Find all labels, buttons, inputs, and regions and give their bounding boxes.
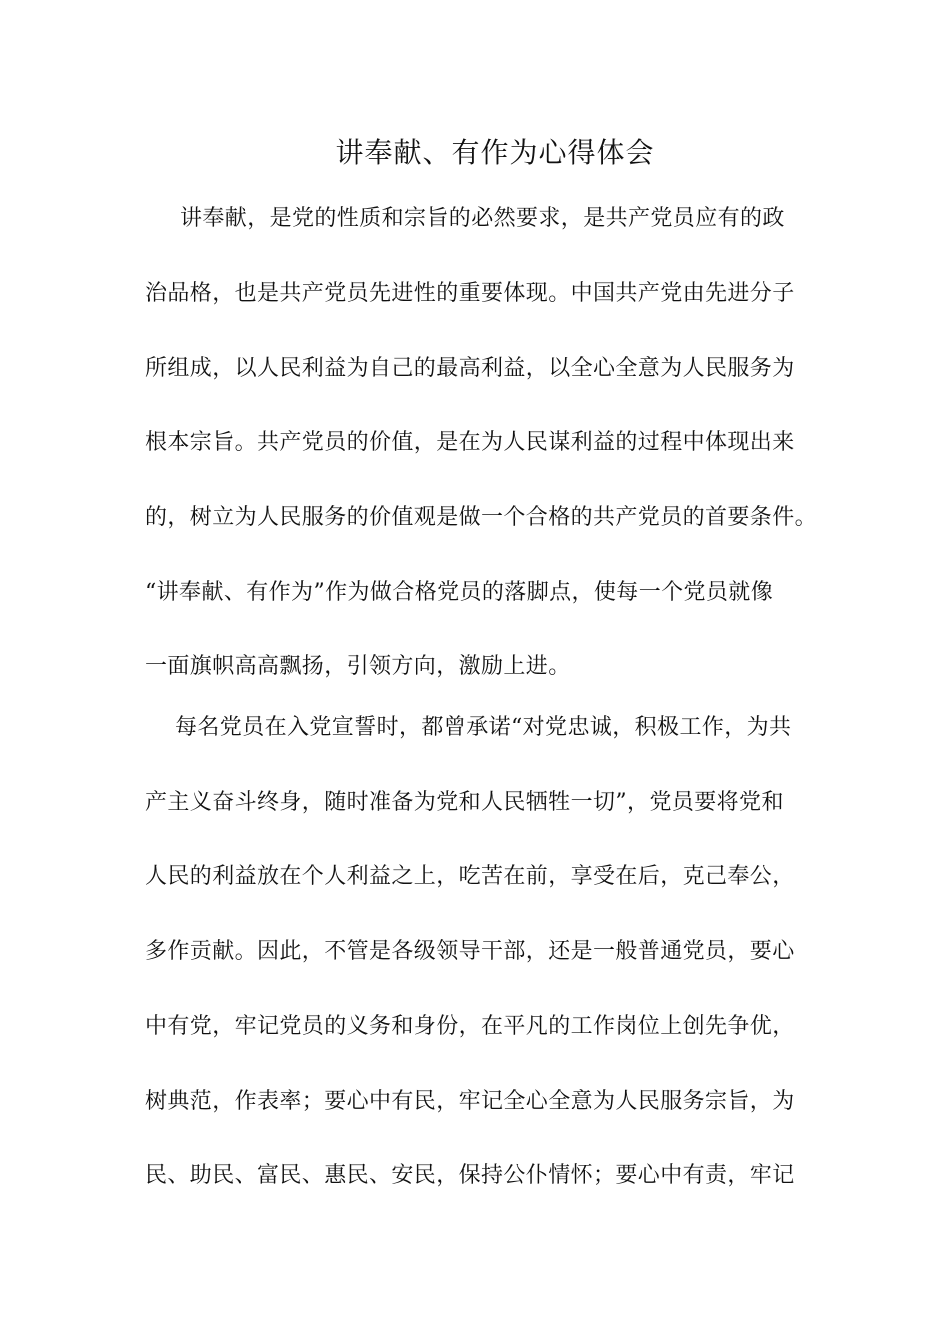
paragraph-line: 治品格，也是共产党员先进性的重要体现。中国共产党由先进分子 (145, 281, 795, 306)
paragraph-line: 树典范，作表率；要心中有民，牢记全心全意为人民服务宗旨，为 (145, 1089, 795, 1114)
paragraph-line: “讲奉献、有作为”作为做合格党员的落脚点，使每一个党员就像 (145, 580, 774, 605)
paragraph-line: 民、助民、富民、惠民、安民，保持公仆情怀；要心中有责，牢记 (145, 1163, 795, 1188)
paragraph-line: 的，树立为人民服务的价值观是做一个合格的共产党员的首要条件。 (145, 505, 818, 530)
paragraph-line: 多作贡献。因此，不管是各级领导干部，还是一般普通党员，要心 (145, 939, 795, 964)
document-title: 讲奉献、有作为心得体会 (335, 136, 655, 169)
paragraph-line: 产主义奋斗终身，随时准备为党和人民牺牲一切”，党员要将党和 (145, 790, 784, 815)
paragraph-line: 讲奉献，是党的性质和宗旨的必然要求，是共产党员应有的政 (180, 206, 785, 231)
paragraph-line: 所组成，以人民利益为自己的最高利益，以全心全意为人民服务为 (145, 356, 795, 381)
paragraph-line: 中有党，牢记党员的义务和身份，在平凡的工作岗位上创先争优， (145, 1014, 795, 1039)
paragraph-line: 一面旗帜高高飘扬，引领方向，激励上进。 (145, 654, 571, 679)
paragraph-line: 每名党员在入党宣誓时，都曾承诺“对党忠诚，积极工作，为共 (175, 715, 792, 740)
paragraph-line: 人民的利益放在个人利益之上，吃苦在前，享受在后，克己奉公， (145, 864, 795, 889)
paragraph-line: 根本宗旨。共产党员的价值，是在为人民谋利益的过程中体现出来 (145, 430, 795, 455)
